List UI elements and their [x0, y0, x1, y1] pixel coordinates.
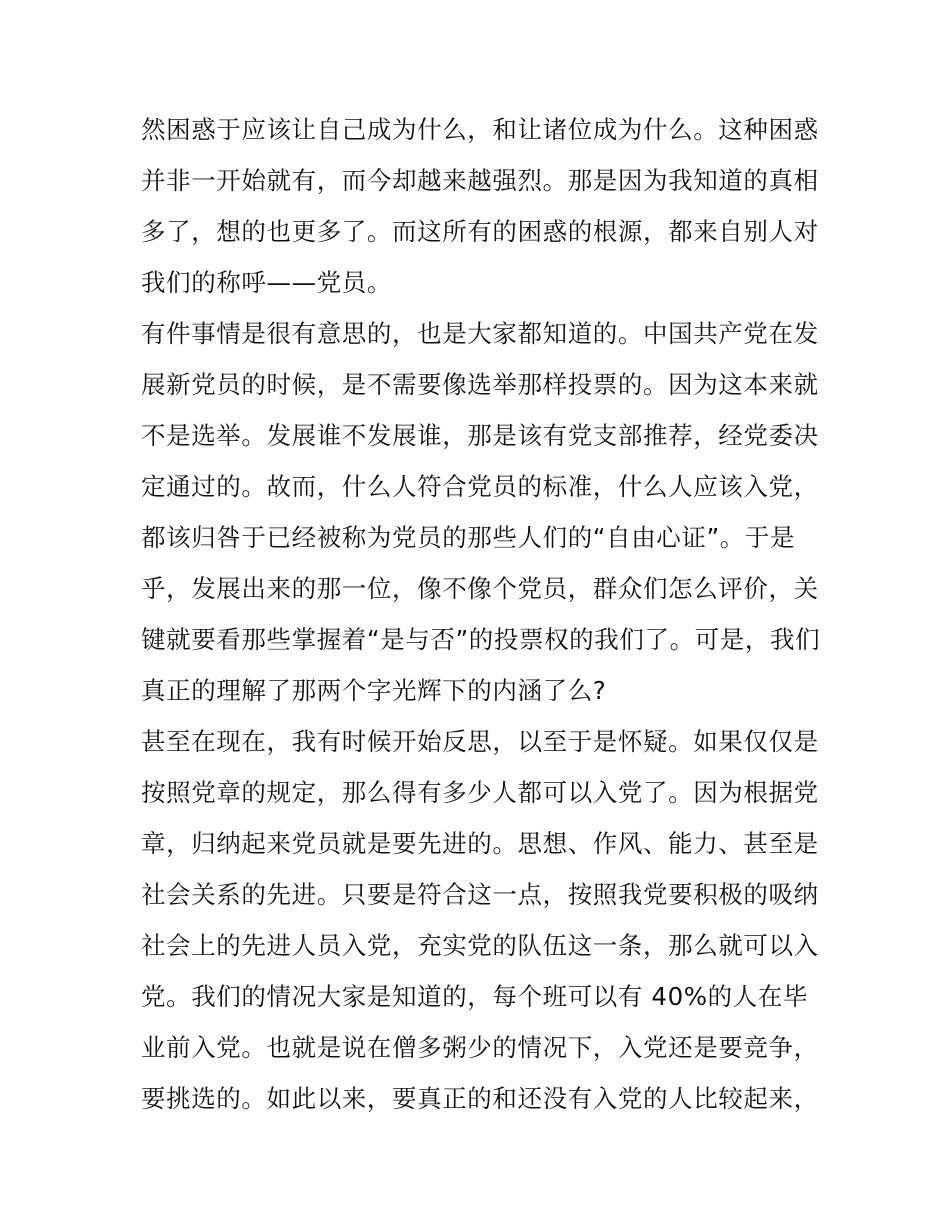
body-text	[141, 104, 821, 1124]
text-line: 多了，想的也更多了。而这所有的困惑的根源，都来自别人对	[141, 217, 819, 246]
text-line: 章，归纳起来党员就是要先进的。思想、作风、能力、甚至是	[141, 829, 819, 858]
text-line: 社会上的先进人员入党，充实党的队伍这一条，那么就可以入	[141, 931, 819, 960]
text-line: 乎，发展出来的那一位，像不像个党员，群众们怎么评价，关	[141, 574, 819, 603]
text-line: 我们的称呼——党员。	[141, 268, 392, 297]
text-line: 业前入党。也就是说在僧多粥少的情况下，入党还是要竞争，	[141, 1033, 819, 1062]
text-line: 有件事情是很有意思的，也是大家都知道的。中国共产党在发	[141, 319, 819, 348]
text-line: 键就要看那些掌握着“是与否”的投票权的我们了。可是，我们	[141, 625, 821, 654]
text-line: 按照党章的规定，那么得有多少人都可以入党了。因为根据党	[141, 778, 819, 807]
text-line: 都该归咎于已经被称为党员的那些人们的“自由心证”。于是	[141, 523, 796, 552]
text-line: 展新党员的时候，是不需要像选举那样投票的。因为这本来就	[141, 370, 819, 399]
text-line: 然困惑于应该让自己成为什么，和让诸位成为什么。这种困惑	[141, 115, 819, 144]
text-line: 定通过的。故而，什么人符合党员的标准，什么人应该入党，	[141, 472, 819, 501]
text-line: 社会关系的先进。只要是符合这一点，按照我党要积极的吸纳	[141, 880, 819, 909]
text-line: 党。我们的情况大家是知道的，每个班可以有 40%的人在毕	[141, 982, 809, 1011]
text-line: 并非一开始就有，而今却越来越强烈。那是因为我知道的真相	[141, 166, 819, 195]
text-line: 真正的理解了那两个字光辉下的内涵了么?	[141, 676, 607, 705]
text-line: 甚至在现在，我有时候开始反思，以至于是怀疑。如果仅仅是	[141, 727, 819, 756]
text-line: 要挑选的。如此以来，要真正的和还没有入党的人比较起来，	[141, 1084, 819, 1113]
text-line: 不是选举。发展谁不发展谁，那是该有党支部推荐，经党委决	[141, 421, 819, 450]
